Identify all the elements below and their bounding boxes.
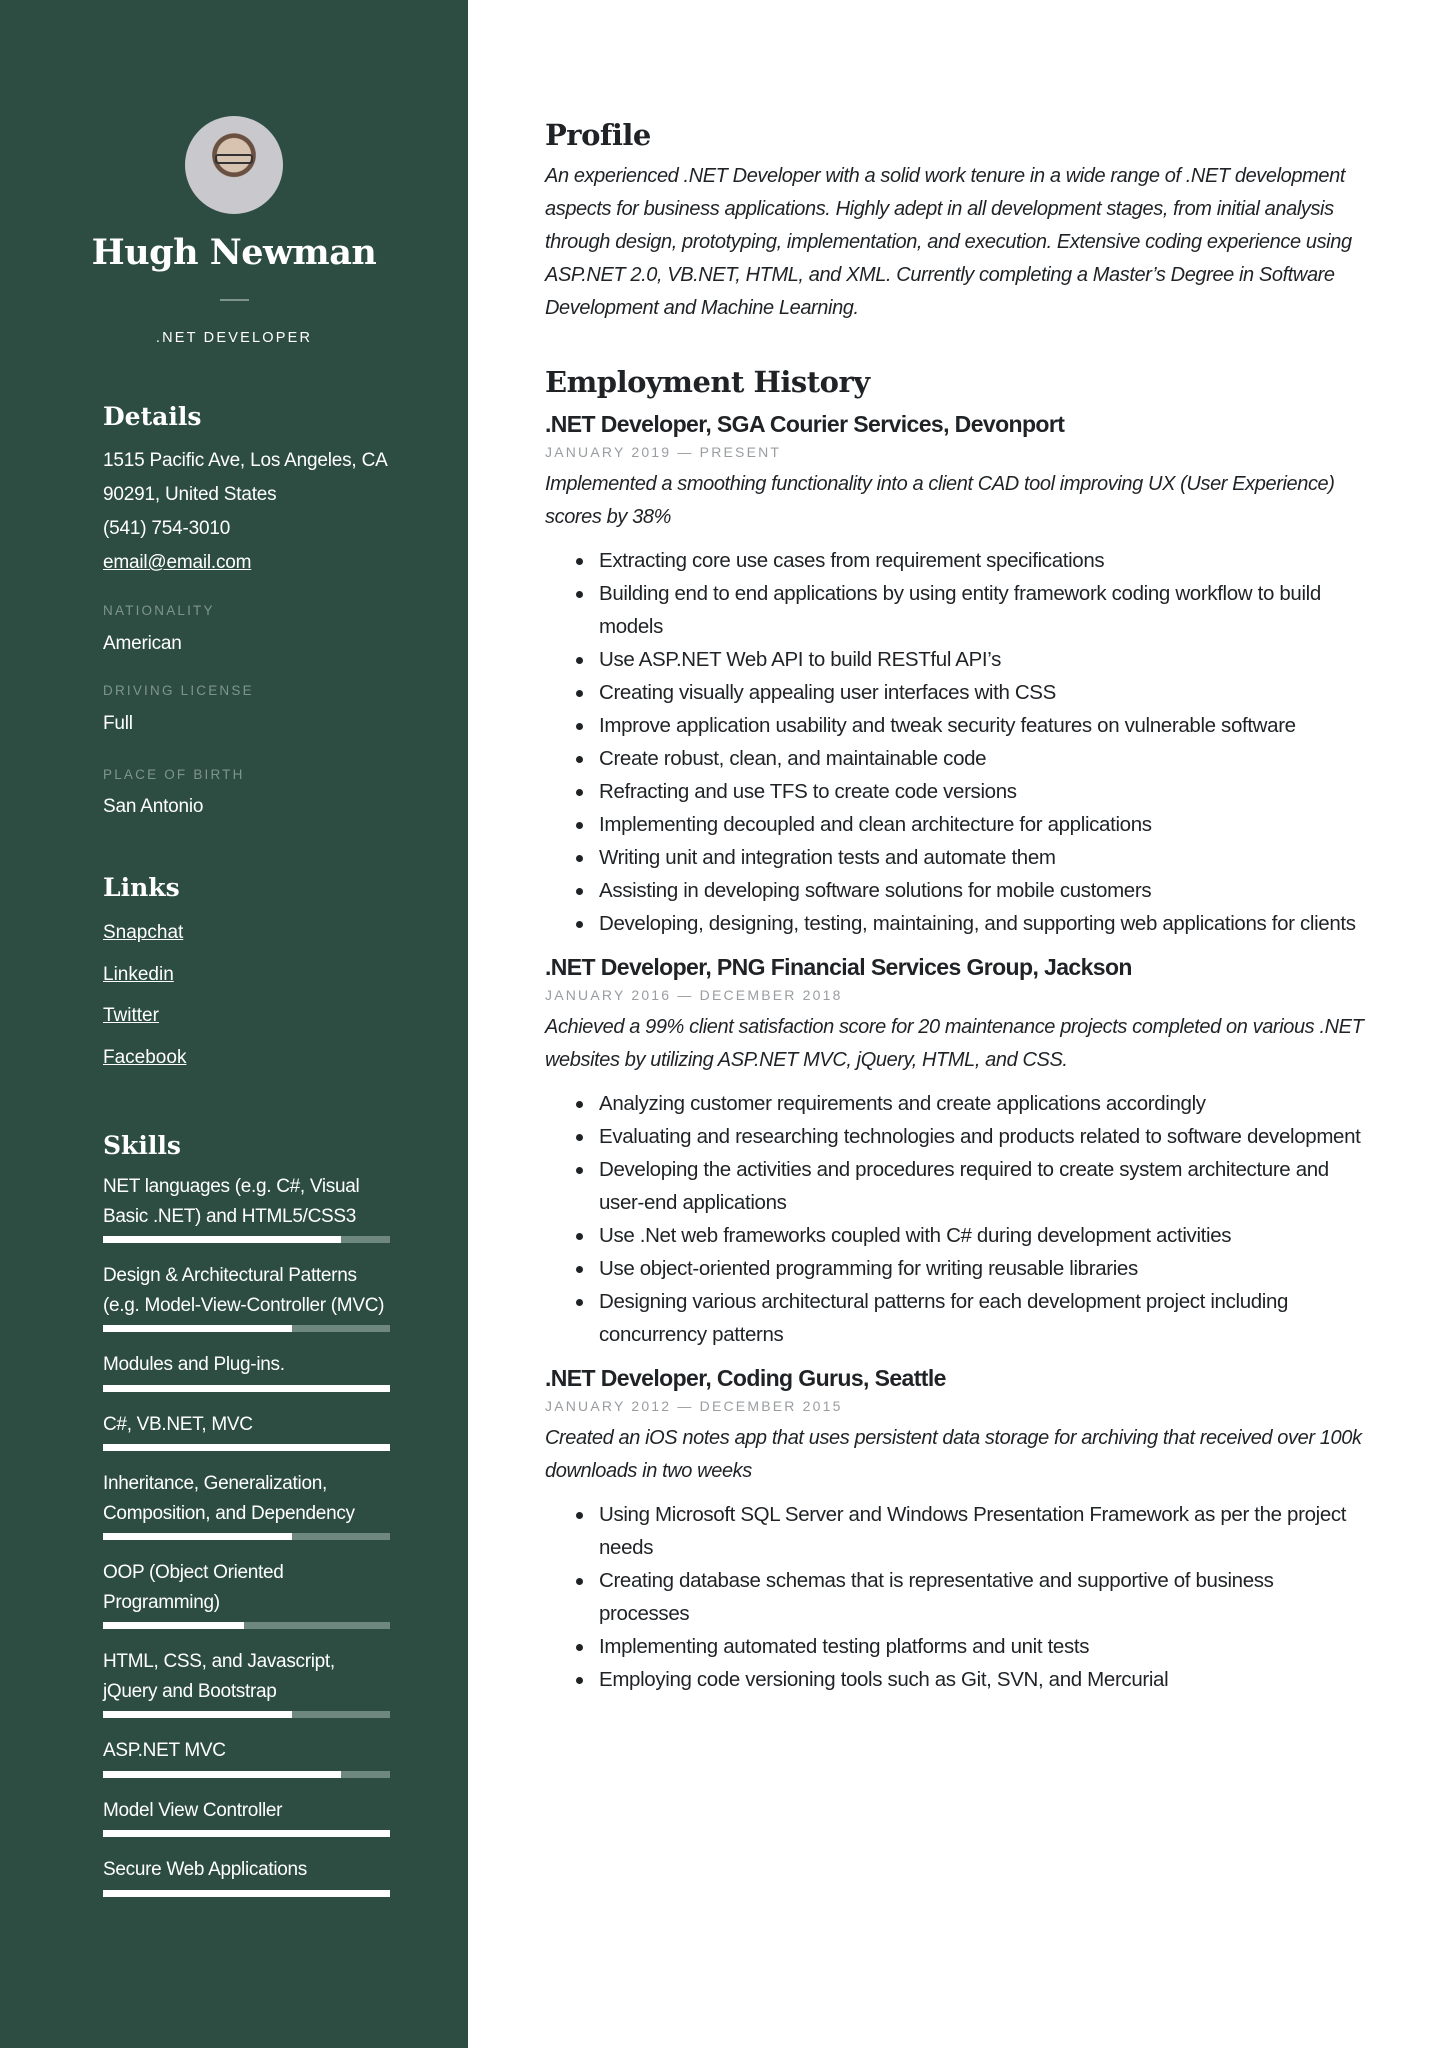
job-bullet: Developing, designing, testing, maintaining, and supporting web applications for clients (545, 907, 1365, 940)
skill-level-fill (103, 1533, 292, 1540)
job-bullet: Evaluating and researching technologies and products related to software development (545, 1120, 1365, 1153)
details-heading: Details (103, 402, 202, 431)
skill-level-fill (103, 1236, 341, 1243)
job-bullet: Use ASP.NET Web API to build RESTful API’s (545, 643, 1365, 676)
skill-name: Secure Web Applications (103, 1859, 307, 1880)
job-summary: Implemented a smoothing functionality into a client CAD tool improving UX (User Experience) scores by 38% (545, 473, 1335, 528)
job-title: .NET Developer, SGA Courier Services, Devonport (545, 411, 1065, 437)
skill-level-bar (103, 1622, 390, 1629)
skill-level-bar (103, 1444, 390, 1451)
job-bullet: Use object-oriented programming for writing reusable libraries (545, 1252, 1365, 1285)
job-title: .NET Developer, PNG Financial Services Group, Jackson (545, 954, 1132, 980)
candidate-name: Hugh Newman (91, 232, 377, 273)
license: Full (103, 713, 133, 734)
skill-item (103, 1647, 390, 1718)
skill-level-bar (103, 1325, 390, 1332)
skill-level-bar (103, 1236, 390, 1243)
skills-heading: Skills (103, 1131, 181, 1160)
job-bullet: Using Microsoft SQL Server and Windows Presentation Framework as per the project needs (545, 1498, 1365, 1564)
job-title: .NET Developer, Coding Gurus, Seattle (545, 1365, 946, 1391)
skill-item (103, 1796, 390, 1838)
job-bullet: Extracting core use cases from requirement specifications (545, 544, 1365, 577)
license-label: DRIVING LICENSE (103, 683, 254, 698)
contact-details (103, 444, 388, 580)
job-summary: Achieved a 99% client satisfaction score for 20 maintenance projects completed on various .NET websites by utilizing ASP.NET MVC, jQuery, HTML, and CSS. (545, 1016, 1364, 1071)
skill-item (103, 1736, 390, 1778)
skill-item (103, 1855, 390, 1897)
job-dates: JANUARY 2016 — DECEMBER 2018 (545, 987, 843, 1003)
job-bullets (545, 544, 1365, 940)
skill-item (103, 1172, 390, 1243)
job-bullet: Refracting and use TFS to create code versions (545, 775, 1365, 808)
job-summary: Created an iOS notes app that uses persistent data storage for archiving that received over 100k downloads in two weeks (545, 1427, 1362, 1482)
skill-item (103, 1261, 390, 1332)
job-bullet: Use .Net web frameworks coupled with C# during development activities (545, 1219, 1365, 1252)
birth-label: PLACE OF BIRTH (103, 767, 245, 782)
links-list (103, 922, 186, 1088)
job-bullet: Assisting in developing software solutions for mobile customers (545, 874, 1365, 907)
skill-name: OOP (Object Oriented Programming) (103, 1562, 284, 1613)
link-snapchat[interactable]: Snapchat (103, 922, 184, 943)
job-bullet: Designing various architectural patterns for each development project including concurrency patterns (545, 1285, 1365, 1351)
skill-level-fill (103, 1622, 244, 1629)
email-link[interactable]: email@email.com (103, 552, 252, 573)
skill-item (103, 1469, 390, 1540)
link-facebook[interactable]: Facebook (103, 1046, 187, 1068)
skill-name: Inheritance, Generalization, Composition, and Dependency (103, 1473, 355, 1524)
skill-level-bar (103, 1830, 390, 1837)
skill-level-fill (103, 1325, 292, 1332)
skill-item (103, 1410, 390, 1452)
job-bullets (545, 1498, 1365, 1696)
employment-heading: Employment History (545, 365, 870, 399)
skill-level-fill (103, 1385, 390, 1392)
job-entry (545, 954, 1365, 1351)
skill-level-fill (103, 1444, 390, 1451)
job-bullets (545, 1087, 1365, 1351)
job-bullet: Implementing decoupled and clean architecture for applications (545, 808, 1365, 841)
job-entry (545, 1365, 1365, 1696)
skill-level-bar (103, 1385, 390, 1392)
sidebar (0, 0, 468, 2048)
job-bullet: Analyzing customer requirements and create applications accordingly (545, 1087, 1365, 1120)
skill-level-fill (103, 1890, 390, 1897)
job-bullet: Implementing automated testing platforms and unit tests (545, 1630, 1365, 1663)
job-bullet: Improve application usability and tweak security features on vulnerable software (545, 709, 1365, 742)
skill-name: Model View Controller (103, 1799, 283, 1821)
main-content (545, 118, 1365, 1696)
job-bullet: Creating database schemas that is representative and supportive of business processes (545, 1564, 1365, 1630)
skill-name: Modules and Plug-ins. (103, 1354, 285, 1375)
skill-level-bar (103, 1533, 390, 1540)
skill-name: NET languages (e.g. C#, Visual Basic .NET) and HTML5/CSS3 (103, 1176, 360, 1227)
address-line-1: 1515 Pacific Ave, Los Angeles, CA (103, 450, 388, 471)
nationality-label: NATIONALITY (103, 603, 215, 618)
skill-level-fill (103, 1830, 390, 1837)
skill-name: C#, VB.NET, MVC (103, 1413, 253, 1435)
profile-heading: Profile (545, 118, 651, 152)
job-entry (545, 411, 1365, 940)
skill-level-fill (103, 1771, 341, 1778)
skill-name: ASP.NET MVC (103, 1740, 226, 1761)
address-line-2: 90291, United States (103, 484, 277, 505)
job-dates: JANUARY 2012 — DECEMBER 2015 (545, 1398, 843, 1414)
job-bullet: Creating visually appealing user interfaces with CSS (545, 676, 1365, 709)
phone: (541) 754-3010 (103, 518, 231, 539)
avatar (185, 116, 283, 214)
job-bullet: Developing the activities and procedures required to create system architecture and user-end applications (545, 1153, 1365, 1219)
skills-list (103, 1172, 390, 1915)
job-title: .NET DEVELOPER (155, 330, 313, 346)
job-bullet: Writing unit and integration tests and automate them (545, 841, 1365, 874)
job-bullet: Employing code versioning tools such as Git, SVN, and Mercurial (545, 1663, 1365, 1696)
skill-level-bar (103, 1890, 390, 1897)
skill-item (103, 1350, 390, 1392)
skill-level-bar (103, 1771, 390, 1778)
divider (220, 299, 249, 301)
skill-level-bar (103, 1711, 390, 1718)
skill-name: Design & Architectural Patterns (e.g. Model-View-Controller (MVC) (103, 1265, 385, 1316)
job-dates: JANUARY 2019 — PRESENT (545, 444, 782, 460)
skill-level-fill (103, 1711, 292, 1718)
birth-place: San Antonio (103, 796, 204, 817)
profile-text: An experienced .NET Developer with a solid work tenure in a wide range of .NET development aspects for business applications. Highly adept in all development stages, from initial analysis through design, prototyping, implementation, and execution. Extensive coding experience using ASP.NET 2.0, VB.NET, HTML, and XML. Currently completing a Master’s Degree in Software Development and Machine Learning. (545, 165, 1352, 319)
skill-item (103, 1558, 390, 1629)
job-bullet: Create robust, clean, and maintainable code (545, 742, 1365, 775)
links-heading: Links (103, 873, 180, 902)
link-twitter[interactable]: Twitter (103, 1005, 159, 1026)
skill-name: HTML, CSS, and Javascript, jQuery and Bootstrap (103, 1651, 335, 1702)
link-linkedin[interactable]: Linkedin (103, 963, 174, 985)
jobs-list (545, 411, 1365, 1696)
nationality: American (103, 633, 182, 654)
job-bullet: Building end to end applications by using entity framework coding workflow to build models (545, 577, 1365, 643)
